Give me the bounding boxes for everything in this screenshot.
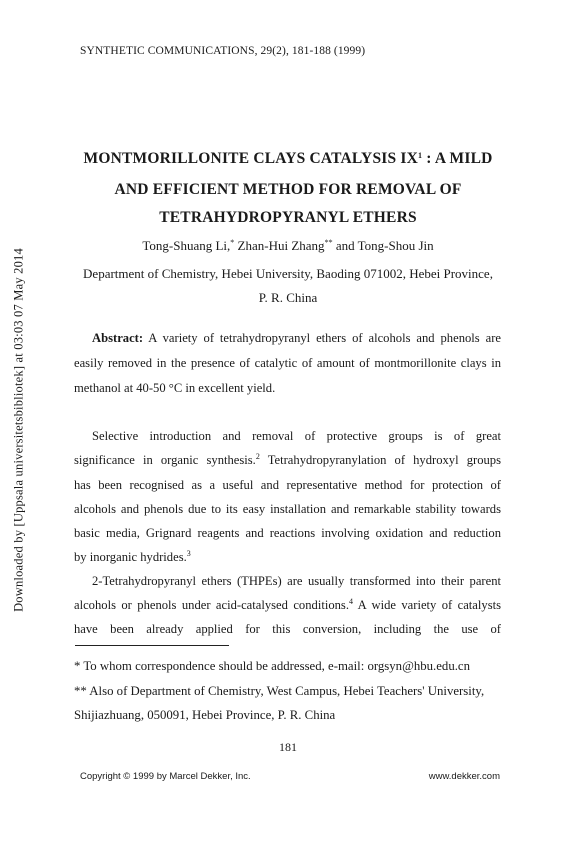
reference-mark: 4 xyxy=(348,597,353,606)
copyright-notice: Copyright © 1999 by Marcel Dekker, Inc. xyxy=(80,771,251,782)
author-1-mark: * xyxy=(230,238,235,247)
journal-header: SYNTHETIC COMMUNICATIONS, 29(2), 181-188 (1999) xyxy=(80,45,366,57)
affiliation-line-2: P. R. China xyxy=(258,290,318,305)
body-text: by inorganic hydrides. xyxy=(74,550,187,564)
body-line xyxy=(74,454,501,467)
page-number: 181 xyxy=(279,740,297,754)
abstract-text: A variety of tetrahydropyranyl ethers of alcohols and phenols are xyxy=(143,331,501,345)
abstract-line-3: methanol at 40-50 °C in excellent yield. xyxy=(74,381,276,395)
author-2: Zhan-Hui Zhang xyxy=(234,238,325,253)
article-title-line-1 xyxy=(60,150,516,168)
footnote-1: * To whom correspondence should be addressed, e-mail: orgsyn@hbu.edu.cn xyxy=(74,659,471,673)
body-text: A wide variety of catalysts xyxy=(352,598,501,612)
abstract-label: Abstract: xyxy=(92,331,144,345)
author-3: and Tong-Shou Jin xyxy=(332,238,434,253)
body-line: 2-Tetrahydropyranyl ethers (THPEs) are usually transformed into their parent xyxy=(92,574,501,588)
reference-mark: 2 xyxy=(255,452,260,461)
body-line: Selective introduction and removal of protective groups is of great xyxy=(92,429,501,443)
reference-mark: 3 xyxy=(186,549,191,558)
body-line xyxy=(74,599,501,612)
title-text-tail: : A MILD xyxy=(422,150,493,167)
body-line: have been already applied for this conversion, including the use of xyxy=(74,622,501,636)
publisher-website: www.dekker.com xyxy=(428,771,500,782)
body-line: alcohols and phenols due to its easy installation and remarkable stability towards xyxy=(74,502,501,516)
title-text: MONTMORILLONITE CLAYS CATALYSIS IX xyxy=(83,150,419,167)
download-watermark: Downloaded by [Uppsala universitetsbibliotek] at 03:03 07 May 2014 xyxy=(11,248,26,612)
body-text: Tetrahydropyranylation of hydroxyl groups xyxy=(259,453,501,467)
author-list xyxy=(60,238,516,254)
footnote-2: ** Also of Department of Chemistry, West Campus, Hebei Teachers' University, xyxy=(74,684,485,698)
article-title-line-2: AND EFFICIENT METHOD FOR REMOVAL OF xyxy=(114,181,462,198)
author-1: Tong-Shuang Li, xyxy=(142,238,231,253)
body-text: alcohols or phenols under acid-catalysed conditions. xyxy=(74,598,349,612)
body-text: significance in organic synthesis. xyxy=(74,453,256,467)
body-line: basic media, Grignard reagents and reactions involving oxidation and reduction xyxy=(74,526,501,540)
author-2-mark: ** xyxy=(324,238,333,247)
title-reference-mark: 1 xyxy=(418,151,423,160)
article-title-line-3: TETRAHYDROPYRANYL ETHERS xyxy=(159,209,417,226)
abstract-line-1 xyxy=(92,332,501,345)
affiliation-line-1: Department of Chemistry, Hebei University, Baoding 071002, Hebei Province, xyxy=(83,266,493,281)
abstract-line-2: easily removed in the presence of catalytic of amount of montmorillonite clays in xyxy=(74,356,501,370)
body-line: has been recognised as a useful and representative method for protection of xyxy=(74,478,501,492)
body-line xyxy=(74,551,501,564)
footnote-3: Shijiazhuang, 050091, Hebei Province, P. R. China xyxy=(74,708,336,722)
footnote-divider xyxy=(75,645,229,646)
